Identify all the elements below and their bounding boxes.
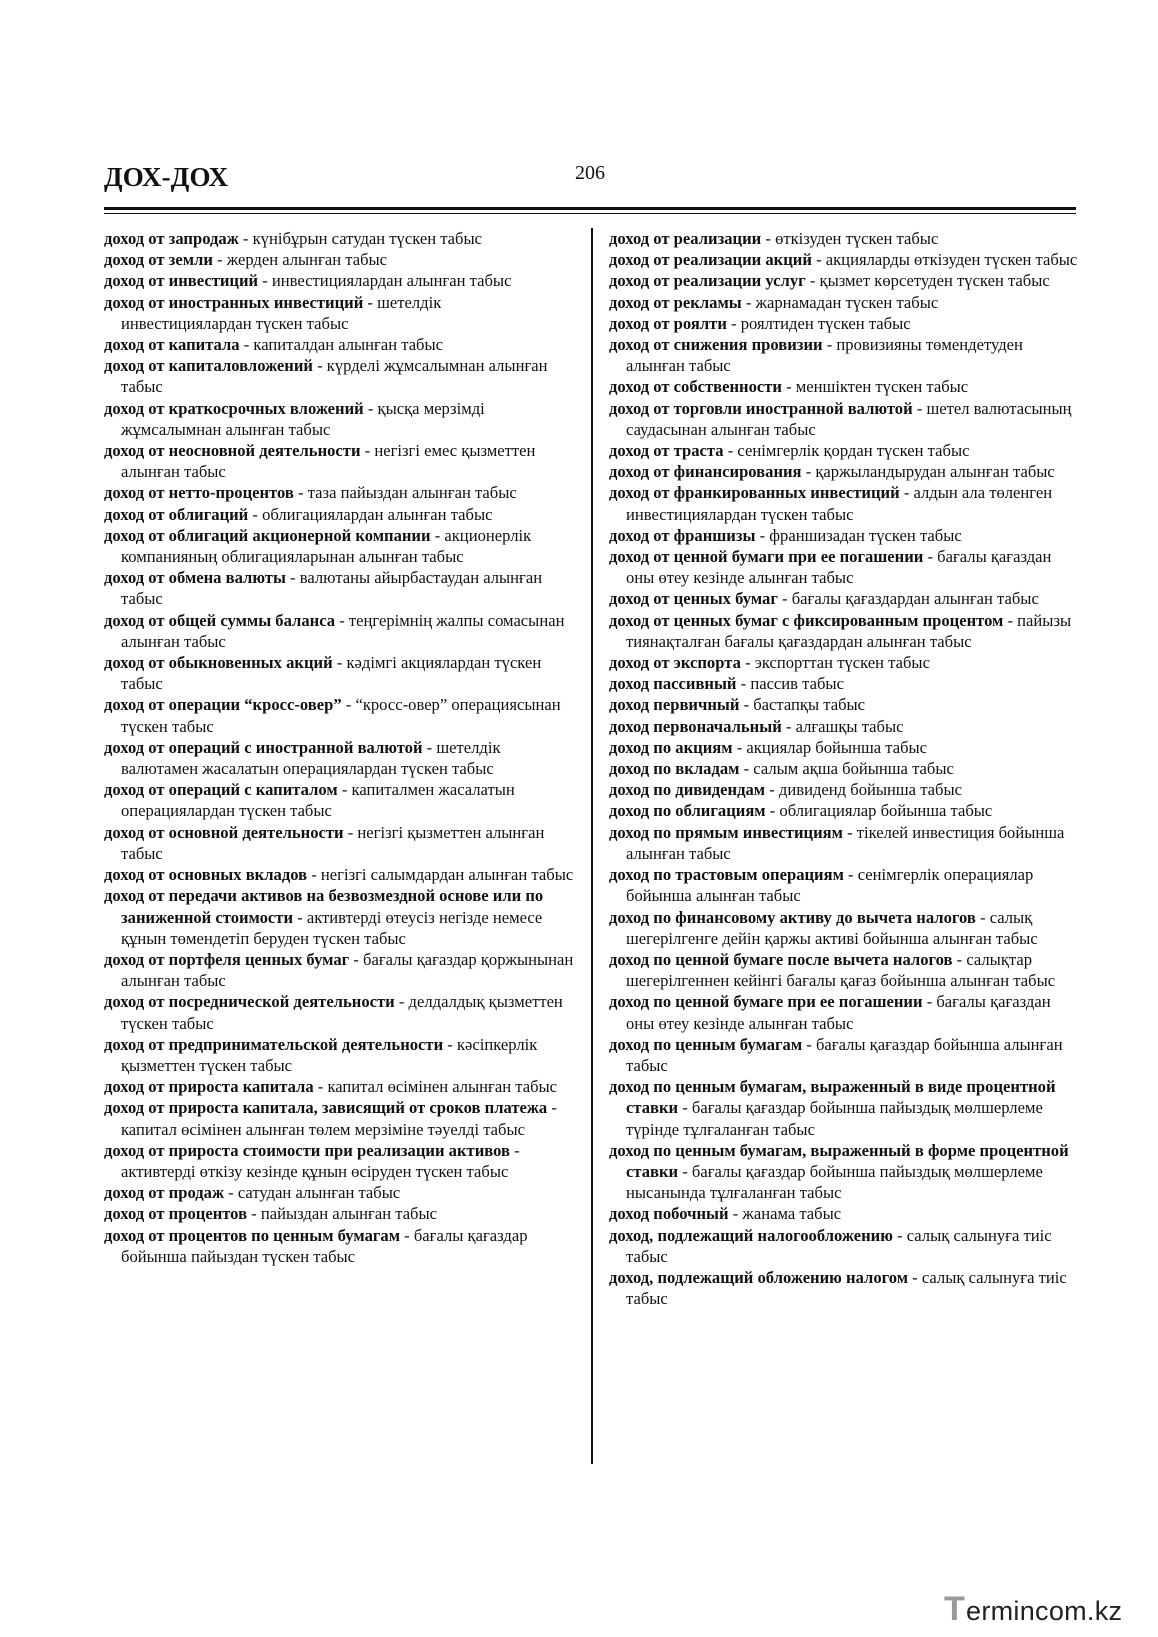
dictionary-entry [104,482,574,503]
entry-term: доход от реализации акций [609,250,812,270]
dictionary-entry [104,610,574,652]
entry-definition: - акционерлік компанияның облигацияларынан алынған табыс [121,525,532,567]
entry-term: доход от продаж [104,1183,225,1203]
entry-term: доход от капитала [104,335,240,355]
dictionary-entry [104,504,574,525]
entry-definition: - сенімгерлік операциялар бойынша алынған табыс [626,865,1034,906]
entry-definition: - алдын ала төленген инвестициялардан түскен табыс [626,483,1053,524]
entry-term: доход от основных вкладов [104,865,308,885]
entry-definition: - жарнамадан түскен табыс [741,292,939,312]
entry-term: доход от реализации [609,229,762,248]
entry-term: доход от ценных бумаг с фиксированным процентом [609,610,1004,630]
dictionary-entry [609,694,1079,715]
entry-definition: - сенімгерлік қордан түскен табыс [723,441,970,461]
dictionary-entry [609,864,1079,906]
entry-definition: - негізгі емес қызметтен алынған табыс [121,441,536,482]
entry-term: доход, подлежащий налогообложению [609,1225,893,1245]
dictionary-entry [104,737,574,779]
entry-definition: - қаржыландырудан алынған табыс [801,462,1055,482]
entry-term: доход от посреднической деятельности [104,992,395,1012]
dictionary-entry [104,885,574,949]
entry-definition: - салым ақша бойынша табыс [739,759,954,779]
entry-term: доход по вкладам [609,759,740,779]
dictionary-entry [104,292,574,334]
entry-definition: - негізгі салымдардан алынған табыс [307,865,574,885]
entry-term: доход от собственности [609,377,782,397]
entry-term: доход от операции “кросс-овер” [104,695,342,715]
entry-definition: - бағалы қағаздардан алынған табыс [777,589,1039,609]
header-rule-thin [104,213,1076,214]
entry-term: доход от прироста капитала [104,1077,314,1097]
entry-definition: - сатудан алынған табыс [224,1183,401,1203]
dictionary-entry [104,1203,574,1224]
entry-definition: - делдалдық қызметтен түскен табыс [121,992,563,1033]
dictionary-entry [104,228,574,249]
dictionary-entry [609,779,1079,800]
entry-definition: - қысқа мерзімді жұмсалымнан алынған табыс [121,398,485,439]
logo-text: ermincom.kz [966,1596,1123,1626]
running-head: ДОХ-ДОХ [104,162,229,192]
dictionary-entry [609,249,1079,270]
entry-term: доход от торговли иностранной валютой [609,398,913,418]
dictionary-entry [609,482,1079,524]
entry-term: доход пассивный [609,674,737,694]
dictionary-entry [609,1203,1079,1224]
entry-definition: - бағалы қағаздан оны өтеу кезінде алынған табыс [626,992,1051,1033]
entry-term: доход по ценным бумагам, выраженный в виде процентной ставки [609,1077,1056,1118]
dictionary-entry [609,270,1079,291]
dictionary-entry [609,292,1079,313]
entry-term: доход от облигаций акционерной компании [104,525,431,545]
entry-definition: - салық салынуға тиіс табыс [626,1267,1067,1309]
entry-term: доход по ценной бумаге после вычета налогов [609,949,953,969]
entry-term: доход от роялти [609,313,727,333]
entry-term: доход от рекламы [609,292,742,312]
entry-term: доход по прямым инвестициям [609,822,843,842]
entry-definition: - акцияларды өткізуден түскен табыс [811,250,1078,270]
entry-term: доход по дивидендам [609,780,766,800]
dictionary-entry [609,334,1079,376]
dictionary-entry [609,610,1079,652]
dictionary-entry [104,779,574,821]
entry-term: доход от операций с капиталом [104,780,338,800]
entry-definition: - капиталдан алынған табыс [239,335,444,355]
page-header [104,158,1076,208]
entry-definition: - жанама табыс [728,1204,842,1224]
dictionary-entry [104,949,574,991]
dictionary-entry [104,694,574,736]
entry-definition: - бағалы қағаздар бойынша пайыздан түскен табыс [121,1225,528,1266]
entry-term: доход от инвестиций [104,271,259,291]
entry-term: доход от иностранных инвестиций [104,292,364,312]
entry-term: доход от нетто-процентов [104,483,294,503]
dictionary-entry [609,376,1079,397]
entry-definition: - валютаны айырбастаудан алынған табыс [121,568,543,609]
entry-definition: - пассив табыс [736,674,844,694]
dictionary-entry [609,1034,1079,1076]
entry-term: доход от процентов по ценным бумагам [104,1225,401,1245]
entry-definition: - кәсіпкерлік қызметтен түскен табыс [121,1034,538,1075]
dictionary-entry [104,334,574,355]
entry-term: доход, подлежащий обложению налогом [609,1267,909,1287]
dictionary-entry [104,822,574,864]
entry-definition: - бағалы қағаздан оны өтеу кезінде алынған табыс [626,547,1052,588]
dictionary-entry [104,567,574,609]
entry-definition: - салық салынуға тиіс табыс [626,1225,1052,1266]
dictionary-entry [104,440,574,482]
entry-term: доход по акциям [609,737,733,757]
entry-definition: - салық шегерілгенге дейін қаржы активі бойынша алынған табыс [626,907,1038,948]
dictionary-entry [609,673,1079,694]
entry-term: доход от траста [609,441,724,461]
left-column [104,228,574,1267]
entry-term: доход от общей суммы баланса [104,610,336,630]
dictionary-entry [104,398,574,440]
dictionary-entry [609,1267,1079,1309]
dictionary-entry [609,1076,1079,1140]
entry-definition: - капитал өсімінен алынған табыс [313,1077,558,1097]
entry-definition: - шетел валютасының саудасынан алынған табыс [626,398,1072,439]
page-number: 206 [575,162,605,184]
dictionary-entry [609,991,1079,1033]
entry-definition: - капиталмен жасалатын операциялардан түскен табыс [121,780,515,821]
entry-term: доход от передачи активов на безвозмездной основе или по заниженной стоимости [104,886,544,927]
dictionary-entry [609,313,1079,334]
dictionary-entry [104,1182,574,1203]
entry-definition: - франшизадан түскен табыс [755,525,962,545]
entry-term: доход от облигаций [104,504,249,524]
entry-term: доход от основной деятельности [104,822,344,842]
entry-term: доход от франшизы [609,525,756,545]
dictionary-entry [609,716,1079,737]
dictionary-entry [609,1140,1079,1204]
column-divider [591,228,593,1464]
entry-term: доход по трастовым операциям [609,865,844,885]
dictionary-entry [104,864,574,885]
entry-definition: - бағалы қағаздар бойынша пайыздық мөлшерлеме түрінде тұлғаланған табыс [626,1098,1043,1139]
entry-term: доход от портфеля ценных бумаг [104,949,350,969]
dictionary-entry [609,652,1079,673]
dictionary-entry [609,800,1079,821]
entry-term: доход первоначальный [609,716,782,736]
entry-term: доход от обмена валюты [104,568,286,588]
dictionary-entry [104,991,574,1033]
entry-term: доход по ценной бумаге при ее погашении [609,992,923,1012]
entry-term: доход от снижения провизии [609,335,823,355]
entry-term: доход по облигациям [609,801,766,821]
dictionary-entry [104,1225,574,1267]
entry-definition: - дивиденд бойынша табыс [765,780,962,800]
entry-definition: - күрделі жұмсалымнан алынған табыс [121,356,548,397]
entry-term: доход от краткосрочных вложений [104,398,364,418]
entry-term: доход от франкированных инвестиций [609,483,900,503]
dictionary-entry [104,1140,574,1182]
entry-definition: - шетелдік валютамен жасалатын операциялардан түскен табыс [121,737,501,779]
dictionary-entry [609,737,1079,758]
entry-definition: - бағалы қағаздар қоржынынан алынған табыс [121,949,574,991]
entry-term: доход от неосновной деятельности [104,441,361,461]
entry-term: доход от операций с иностранной валютой [104,737,423,757]
entry-definition: - күнібұрын сатудан түскен табыс [238,229,483,248]
entry-definition: - активтерді өтеусіз негізде немесе құнын төмендетіп беруден түскен табыс [121,907,543,948]
entry-term: доход по финансовому активу до вычета налогов [609,907,976,927]
entry-definition: - облигациялар бойынша табыс [765,801,993,821]
entry-definition: - теңгерімнің жалпы сомасынан алынған табыс [121,610,565,651]
dictionary-entry [104,355,574,397]
entry-term: доход от финансирования [609,462,802,482]
entry-term: доход от капиталовложений [104,356,313,376]
dictionary-entry [609,907,1079,949]
entry-definition: - провизияны төмендетуден алынған табыс [626,335,1023,376]
entry-definition: - капитал өсімінен алынған төлем мерзіміне тәуелді табыс [121,1098,557,1139]
dictionary-entry [609,1225,1079,1267]
entry-term: доход от земли [104,250,213,270]
entry-term: доход от прироста капитала, зависящий от сроков платежа [104,1098,548,1118]
dictionary-entry [609,461,1079,482]
entry-definition: - бағалы қағаздар бойынша пайыздық мөлшерлеме нысанында тұлғаланған табыс [626,1161,1043,1203]
entry-term: доход от экспорта [609,653,741,673]
entry-definition: - роялтиден түскен табыс [726,313,911,333]
entry-definition: - пайызы тиянақталған бағалы қағаздардан алынған табыс [626,610,1072,651]
dictionary-entry [609,398,1079,440]
entry-definition: - салықтар шегерілгеннен кейінгі бағалы қағаз бойынша алынған табыс [626,949,1056,991]
entry-definition: - тікелей инвестиция бойынша алынған табыс [626,822,1065,863]
entry-term: доход от прироста стоимости при реализации активов [104,1140,510,1160]
dictionary-entry [104,1097,574,1139]
entry-definition: - жерден алынған табыс [212,250,388,270]
dictionary-entry [609,822,1079,864]
entry-definition: - өткізуден түскен табыс [761,229,939,248]
dictionary-entry [104,1076,574,1097]
dictionary-entry [609,588,1079,609]
entry-term: доход по ценным бумагам, выраженный в форме процентной ставки [609,1140,1069,1181]
entry-term: доход по ценным бумагам [609,1034,803,1054]
logo-initial: T [944,1590,965,1628]
right-column [609,228,1079,1309]
entry-definition: - экспорттан түскен табыс [740,653,930,673]
entry-definition: - кәдімгі акциялардан түскен табыс [121,653,542,694]
dictionary-entry [609,546,1079,588]
dictionary-entry [609,440,1079,461]
entry-definition: - “кросс-овер” операциясынан түскен табыс [121,695,561,736]
entry-definition: - қызмет көрсетуден түскен табыс [805,271,1050,291]
header-rule-thick [104,207,1076,210]
dictionary-entry [609,758,1079,779]
entry-term: доход первичный [609,695,740,715]
entry-term: доход побочный [609,1204,729,1224]
dictionary-entry [104,652,574,694]
termincom-logo [944,1590,1144,1630]
entry-definition: - активтерді өткізу кезінде құнын өсіруден түскен табыс [121,1140,520,1181]
entry-term: доход от запродаж [104,229,239,248]
dictionary-entry [609,949,1079,991]
entry-term: доход от обыкновенных акций [104,653,333,673]
entry-definition: - акциялар бойынша табыс [732,737,928,757]
entry-definition: - бастапқы табыс [739,695,866,715]
entry-term: доход от предпринимательской деятельности [104,1034,444,1054]
dictionary-entry [104,270,574,291]
entry-definition: - таза пайыздан алынған табыс [293,483,517,503]
dictionary-entry [104,249,574,270]
entry-definition: - меншіктен түскен табыс [781,377,969,397]
entry-term: доход от ценной бумаги при ее погашении [609,547,924,567]
entry-term: доход от ценных бумаг [609,589,778,609]
entry-definition: - пайыздан алынған табыс [247,1204,438,1224]
entry-definition: - алғашқы табыс [781,716,904,736]
entry-definition: - негізгі қызметтен алынған табыс [121,822,545,863]
entry-term: доход от процентов [104,1204,248,1224]
entry-definition: - бағалы қағаздар бойынша алынған табыс [626,1034,1063,1075]
dictionary-entry [609,228,1079,249]
dictionary-entry [104,1034,574,1076]
dictionary-entry [609,525,1079,546]
entry-term: доход от реализации услуг [609,271,806,291]
dictionary-entry [104,525,574,567]
entry-definition: - инвестициялардан алынған табыс [258,271,512,291]
entry-definition: - шетелдік инвестициялардан түскен табыс [121,292,442,333]
entry-definition: - облигациялардан алынған табыс [248,504,493,524]
